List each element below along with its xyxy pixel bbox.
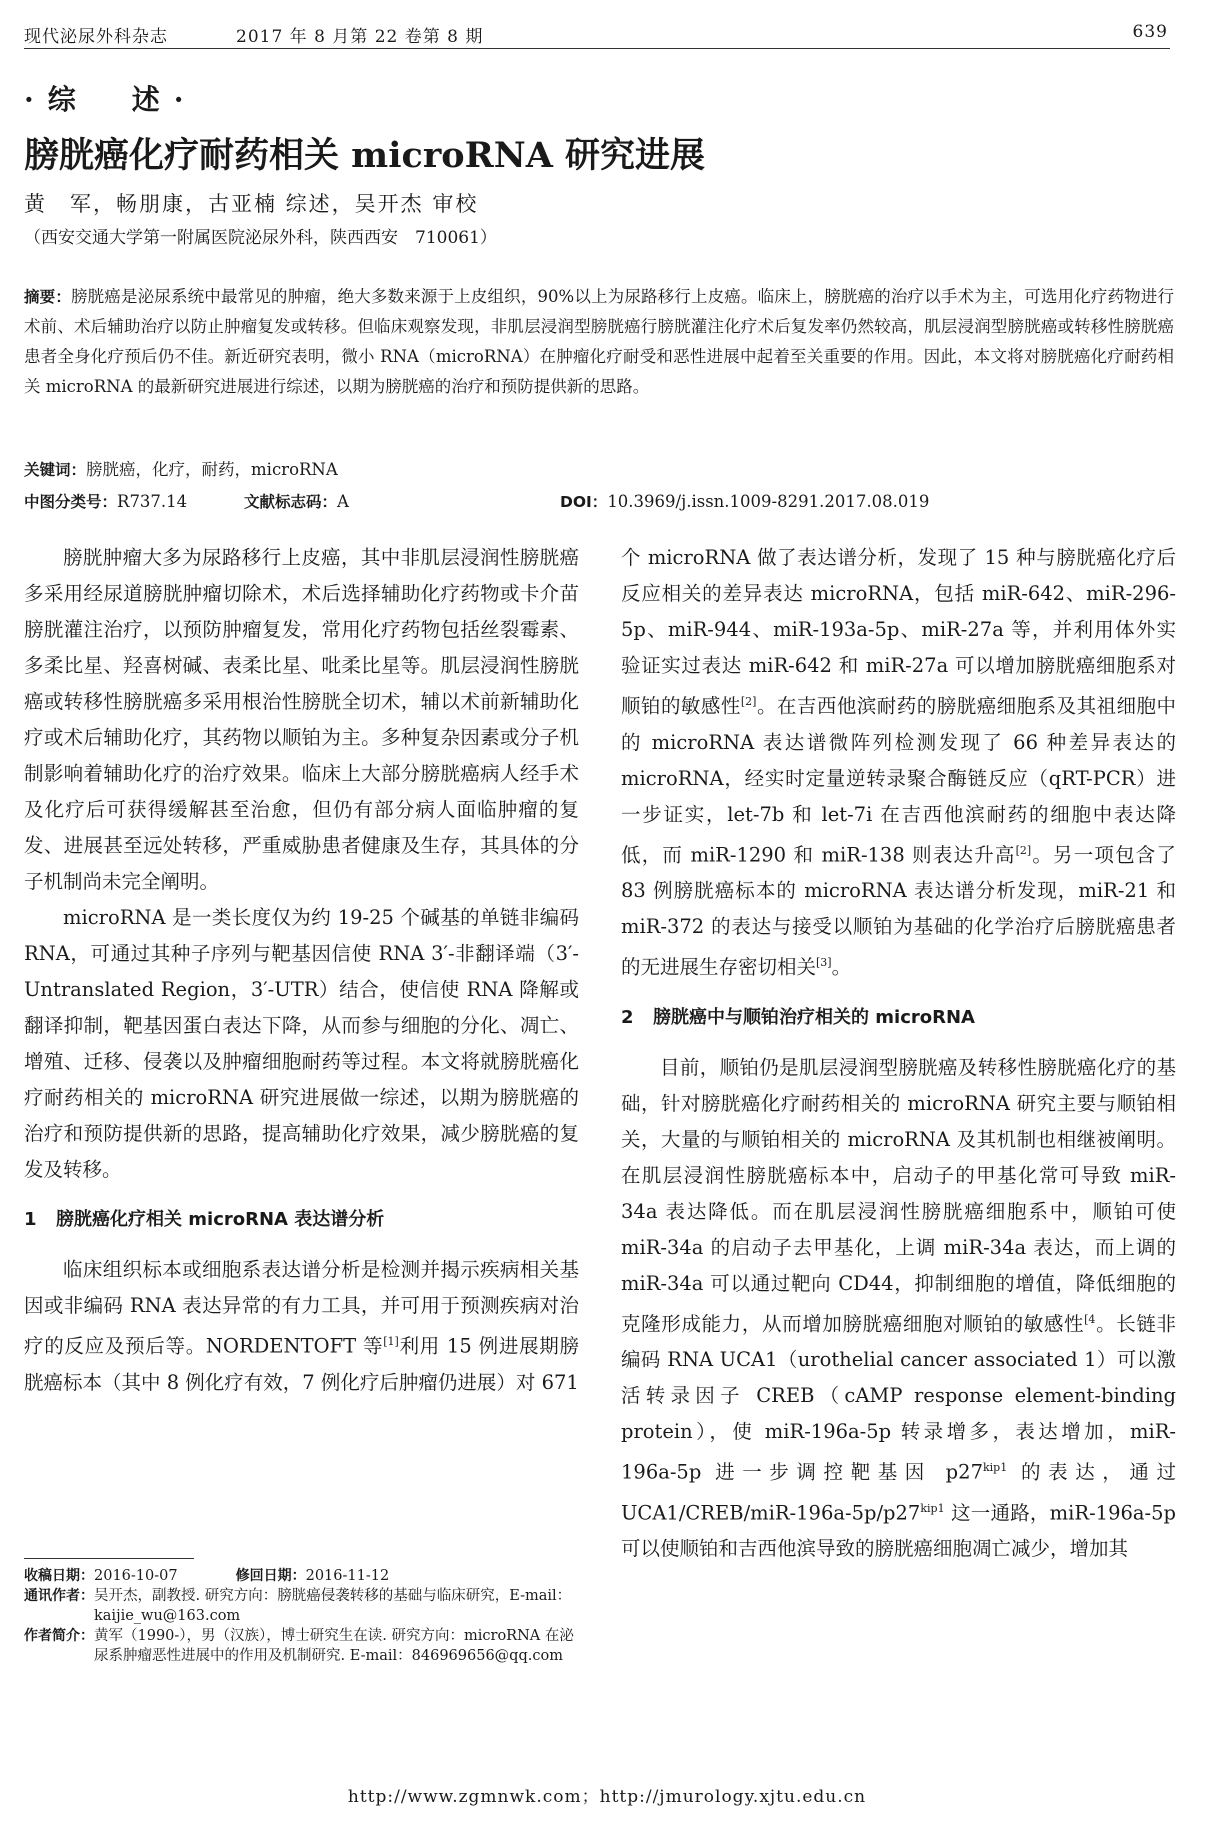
doc-code-label: 文献标志码：: [244, 493, 338, 511]
bio-label: 作者简介：: [24, 1628, 94, 1644]
section-number: 2: [621, 1006, 634, 1028]
corr-text: 吴开杰，副教授. 研究方向：膀胱癌侵袭转移的基础与临床研究，E-mail：kaijie_wu@163.com: [94, 1588, 572, 1624]
author-bio: [24, 1626, 579, 1666]
superscript: kip1: [982, 1461, 1008, 1474]
left-column: [24, 540, 579, 1401]
paragraph-text: 临床组织标本或细胞系表达谱分析是检测并揭示疾病相关基因或非编码 RNA 表达异常的有力工具，并可用于预测疾病对治疗的反应及预后等。NORDENTOFT 等: [24, 1258, 579, 1358]
journal-name: 现代泌尿外科杂志: [24, 27, 168, 47]
paragraph-text: 这一通路，miR-196a-5p 可以使顺铂和吉西他滨导致的膀胱癌细胞凋亡减少，增加其: [621, 1501, 1176, 1560]
superscript: kip1: [920, 1501, 945, 1515]
bio-text: 黄军（1990-），男（汉族），博士研究生在读. 研究方向：microRNA 在泌尿系肿瘤恶性进展中的作用及机制研究. E-mail：846969656@qq.com: [94, 1628, 574, 1664]
paragraph-text: 。另一项包含了 83 例膀胱癌标本的 microRNA 表达谱分析发现，miR-21 和 miR-372 的表达与接受以顺铂为基础的化学治疗后膀胱癌患者的无进展生存密切相关: [621, 843, 1176, 979]
paragraph-text: 利用 15 例进展期膀胱癌标本（其中 8 例化疗有效，7 例化疗后肿瘤仍进展）对 671: [24, 1334, 580, 1394]
body-paragraph: [24, 1252, 579, 1401]
body-paragraph: microRNA 是一类长度仅为约 19-25 个碱基的单链非编码 RNA，可通过其种子序列与靶基因信使 RNA 3′-非翻译端（3′-Untranslated Region，3′-UTR）结合，使信使 RNA 降解或翻译抑制，靶基因蛋白表达下降，从而参与细胞的分化、凋亡、增殖、迁移、侵袭以及肿瘤细胞耐药等过程。本文将就膀胱癌化疗耐药相关的 microRNA 研究进展做一综述，以期为膀胱癌的治疗和预防提供新的思路，提高辅助化疗效果，减少膀胱癌的复发及转移。: [24, 906, 579, 1181]
clc-value: R737.14: [117, 492, 188, 511]
received-label: 收稿日期：: [24, 1568, 94, 1584]
doc-code-group: [244, 490, 349, 512]
paragraph-text: 个 microRNA 做了表达谱分析，发现了 15 种与膀胱癌化疗后反应相关的差异表达 microRNA，包括 miR-642、miR-296-5p、miR-944、miR-193a-5p、miR-27a 等，并利用体外实验证实过表达 miR-642 和 miR-27a 可以增加膀胱癌细胞系对顺铂的敏感性: [621, 546, 1176, 718]
abstract-label: 摘要：: [24, 288, 71, 306]
section-heading-1: [24, 1202, 579, 1238]
dates-row: [24, 1566, 579, 1586]
paragraph-text: 。: [831, 955, 852, 979]
header-rule: [24, 48, 1170, 49]
section-title: 膀胱癌中与顺铂治疗相关的 microRNA: [653, 1006, 975, 1028]
authors: 黄 军，畅朋康，古亚楠 综述，吴开杰 审校: [24, 192, 479, 216]
citation: [1]: [383, 1335, 399, 1348]
revised-label: 修回日期：: [235, 1568, 306, 1584]
corresponding-author: [24, 1586, 579, 1626]
clc-label: 中图分类号：: [24, 493, 118, 511]
citation: [2]: [740, 695, 757, 708]
doi-group: [560, 490, 929, 512]
footnotes: [24, 1566, 579, 1666]
issue-info: 2017 年 8 月第 22 卷第 8 期: [236, 27, 484, 47]
section-heading-2: [621, 1000, 1176, 1036]
right-column: [621, 540, 1176, 1567]
affiliation: （西安交通大学第一附属医院泌尿外科，陕西西安 710061）: [24, 228, 497, 248]
doc-code-value: A: [337, 492, 349, 511]
paragraph-text: 。长链非编码 RNA UCA1（urothelial cancer associated 1）可以激活转录因子 CREB（cAMP response element-binding protein），使 miR-196a-5p 转录增多，表达增加，miR-196a-5p 进一步调控靶基因 p27: [621, 1312, 1176, 1484]
paragraph-text: 。在吉西他滨耐药的膀胱癌细胞系及其祖细胞中的 microRNA 表达谱微阵列检测发现了 66 种差异表达的 microRNA，经实时定量逆转录聚合酶链反应（qRT-PCR）进一步证实，let-7b 和 let-7i 在吉西他滨耐药的细胞中表达降低，而 miR-1290 和 miR-138 则表达升高: [621, 694, 1176, 866]
paragraph-text: 目前，顺铂仍是肌层浸润型膀胱癌及转移性膀胱癌化疗的基础，针对膀胱癌化疗耐药相关的 microRNA 研究主要与顺铂相关，大量的与顺铂相关的 microRNA 及其机制也相继被阐明。在肌层浸润性膀胱癌标本中，启动子的甲基化常可导致 miR-34a 表达降低。而在肌层浸润性膀胱癌细胞系中，顺铂可使 miR-34a 的启动子去甲基化，上调 miR-34a 表达，而上调的 miR-34a 可以通过靶向 CD44，抑制细胞的增值，降低细胞的克隆形成能力，从而增加膀胱癌细胞对顺铂的敏感性: [621, 1055, 1176, 1335]
clc-group: [24, 490, 187, 512]
keywords: [24, 456, 338, 480]
paragraph-text: 的表达，通过 UCA1/CREB/miR-196a-5p/p27: [621, 1460, 1176, 1524]
body-paragraph: [621, 540, 1176, 986]
doi-label: DOI：: [560, 493, 608, 511]
page-number: 639: [1132, 22, 1168, 42]
body-paragraph: [621, 1050, 1176, 1568]
received-value: 2016-10-07: [94, 1568, 178, 1584]
citation: [3]: [816, 956, 832, 969]
corr-label: 通讯作者：: [24, 1588, 94, 1604]
received-date: [24, 1566, 178, 1586]
section-title: 膀胱癌化疗相关 microRNA 表达谱分析: [56, 1209, 385, 1230]
body-paragraph: 膀胱肿瘤大多为尿路移行上皮癌，其中非肌层浸润性膀胱癌多采用经尿道膀胱肿瘤切除术，术后选择辅助化疗药物或卡介苗膀胱灌注治疗，以预防肿瘤复发，常用化疗药物包括丝裂霉素、多柔比星、羟喜树碱、表柔比星、吡柔比星等。肌层浸润性膀胱癌或转移性膀胱癌多采用根治性膀胱全切术，辅以术前新辅助化疗或术后辅助化疗，其药物以顺铂为主。多种复杂因素或分子机制影响着辅助化疗的治疗效果。临床上大部分膀胱癌病人经手术及化疗后可获得缓解甚至治愈，但仍有部分病人面临肿瘤的复发、进展甚至远处转移，严重威胁患者健康及生存，其具体的分子机制尚未完全阐明。: [24, 546, 579, 893]
doi-value: 10.3969/j.issn.1009-8291.2017.08.019: [607, 492, 930, 511]
revised-date: [236, 1566, 390, 1586]
footnote-rule: [24, 1558, 194, 1559]
abstract-text: 膀胱癌是泌尿系统中最常见的肿瘤，绝大多数来源于上皮组织，90%以上为尿路移行上皮癌。临床上，膀胱癌的治疗以手术为主，可选用化疗药物进行术前、术后辅助治疗以防止肿瘤复发或转移。但临床观察发现，非肌层浸润型膀胱癌行膀胱灌注化疗术后复发率仍然较高，肌层浸润型膀胱癌或转移性膀胱癌患者全身化疗预后仍不佳。新近研究表明，微小 RNA（microRNA）在肿瘤化疗耐受和恶性进展中起着至关重要的作用。因此，本文将对膀胱癌化疗耐药相关 microRNA 的最新研究进展进行综述，以期为膀胱癌的治疗和预防提供新的思路。: [24, 287, 1174, 396]
article-title: 膀胱癌化疗耐药相关 microRNA 研究进展: [24, 135, 706, 176]
citation: [4: [1084, 1312, 1096, 1326]
abstract: [24, 282, 1174, 402]
footer-urls: http://www.zgmnwk.com；http://jmurology.xjtu.edu.cn: [347, 1787, 867, 1807]
keywords-label: 关键词：: [24, 461, 87, 479]
section-tag: ·综 述·: [24, 83, 198, 116]
keywords-text: 膀胱癌，化疗，耐药，microRNA: [86, 460, 338, 479]
citation: [2]: [1015, 843, 1032, 857]
revised-value: 2016-11-12: [305, 1568, 390, 1584]
section-number: 1: [24, 1209, 37, 1230]
